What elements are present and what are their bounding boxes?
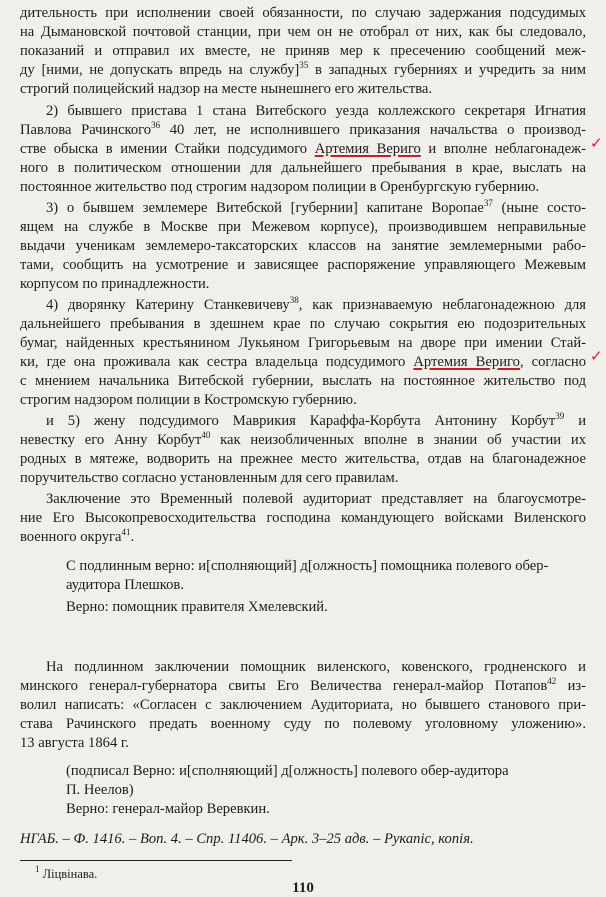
text-line: дительность при исполнении своей обязанности, по случаю задержания подсудимых: [20, 5, 586, 21]
footnote-ref: 40: [201, 430, 211, 440]
text-line: П. Неелов): [66, 782, 134, 798]
text-line: дальнейшего пребывания в здешнем крае по случаю сокрытия ею подозрительных: [20, 316, 586, 332]
text-line: поручительство согласно установленным для сего правилам.: [20, 470, 399, 486]
text-line: На подлинном заключении помощник виленского, ковенского, гродненского и: [46, 659, 586, 675]
text-line: корпусом по принадлежности.: [20, 276, 210, 292]
text-line: Верно: помощник правителя Хмелевский.: [66, 599, 328, 615]
text-line: 3) о бывшем землемере Витебской [губернии] капитане Воропае$^{37}$ (ныне состо-: [46, 198, 586, 216]
text-line: показаний и отправил их вместе, не приняв мер к пресечению сообщений меж-: [20, 43, 586, 59]
text-line: постоянное жительство под строгим надзором полиции в Оренбургскую губернию.: [20, 179, 540, 195]
footnote-ref: 38: [289, 295, 299, 305]
red-check-mark-icon: ✓: [590, 347, 603, 365]
text-line: ду [ними, не допускать впредь на службу]$^{35}$ в западных губерниях и учредить за ним: [20, 60, 586, 78]
text-line: волил написать: «Согласен с заключением Аудиториата, но бывшего станового при-: [20, 697, 586, 713]
text-line: С подлинным верно: и[сполняющий] д[олжность] помощника полевого обер-: [66, 558, 549, 574]
footnote-ref: 42: [547, 676, 557, 686]
text-line: Павлова Рачинского$^{36}$ 40 лет, не исполнившего приказания начальства о производ-: [20, 120, 586, 138]
text-line: стве обыска в имении Стайки подсудимого Артемия Вериго и вполне неблагонадеж-: [20, 141, 586, 157]
text-line: (подписал Верно: и[сполняющий] д[олжность] полевого обер-аудитора: [66, 763, 509, 779]
text-line: ки, где она проживала как сестра владельца подсудимого Артемия Вериго, согласно: [20, 354, 586, 370]
text-line: Заключение это Временный полевой аудиториат представляет на благоусмотре-: [46, 491, 586, 507]
text-line: военного округа$^{41}$.: [20, 527, 135, 545]
footnote-ref: 39: [555, 411, 565, 421]
page-number: 110: [292, 880, 314, 896]
archival-source: НГАБ. – Ф. 1416. – Воп. 4. – Спр. 11406. – Арк. 3–25 адв. – Рукапіс, копія.: [20, 831, 474, 847]
text-line: родных в мятеже, водворить на прежнее место жительства, отдав на благонадежное: [20, 451, 586, 467]
text-line: 13 августа 1864 г.: [20, 735, 129, 751]
footnote-ref: 35: [299, 60, 309, 70]
text-line: става Рачинского предать военному суду по полевому уголовному уложению».: [20, 716, 586, 732]
footnote-ref: 37: [483, 198, 493, 208]
text-line: с мнением начальника Витебской губернии, выслать на постоянное жительство под: [20, 373, 586, 389]
text-line: ящем на службе в Москве при Межевом корпусе), производившем неправильные: [20, 219, 586, 235]
text-line: 2) бывшего пристава 1 стана Витебского уезда коллежского секретаря Игнатия: [46, 103, 586, 119]
text-line: и 5) жену подсудимого Маврикия Караффа-Корбута Антонину Корбут$^{39}$ и: [46, 411, 586, 429]
text-line: на Дымановской почтовой станции, при чем он не отобрал от них, как бы следовало,: [20, 24, 586, 40]
text-line: 4) дворянку Катерину Станкевичеву$^{38}$, как признаваемую неблагонадежною для: [46, 295, 587, 313]
red-check-mark-icon: ✓: [590, 134, 603, 152]
footnote-ref: 36: [151, 120, 161, 130]
text-line: ного в политическом отношении для дальнейшего пребывания в крае, выслать на: [20, 160, 586, 176]
underlined-name: Артемия Вериго: [413, 354, 520, 370]
text-line: тами, сообщить на усмотрение и зависящее распоряжение управляющего Межевым: [20, 257, 586, 273]
text-line: выдачи ученикам землемеро-таксаторских классов на занятие землемерными рабо-: [20, 238, 586, 254]
text-line: аудитора Плешков.: [66, 577, 184, 593]
footnote-text: Ліцвінава.: [39, 867, 98, 881]
underlined-name: Артемия Вериго: [314, 141, 421, 157]
footnote-rule: [20, 860, 292, 861]
text-line: строгий полицейский надзор на месте нынешнего его жительства.: [20, 81, 433, 97]
text-line: строгим надзором полиции в Костромскую губернию.: [20, 392, 357, 408]
text-line: ние Его Высокопревосходительства господина командующего войсками Виленского: [20, 510, 586, 526]
text-line: бумаг, найденных крестьянином Лукьяном Григорьевым на дворе при имении Стай-: [20, 335, 586, 351]
footnote-ref: 41: [121, 527, 131, 537]
footnote-number: 1: [35, 864, 40, 874]
text-line: минского генерал-губернатора свиты Его Величества генерал-майор Потапов$^{42}$ из-: [20, 676, 586, 694]
text-line: невестку его Анну Корбут$^{40}$ как неизобличенных вполне в знании об участии их: [20, 430, 586, 448]
text-line: Верно: генерал-майор Веревкин.: [66, 801, 270, 817]
